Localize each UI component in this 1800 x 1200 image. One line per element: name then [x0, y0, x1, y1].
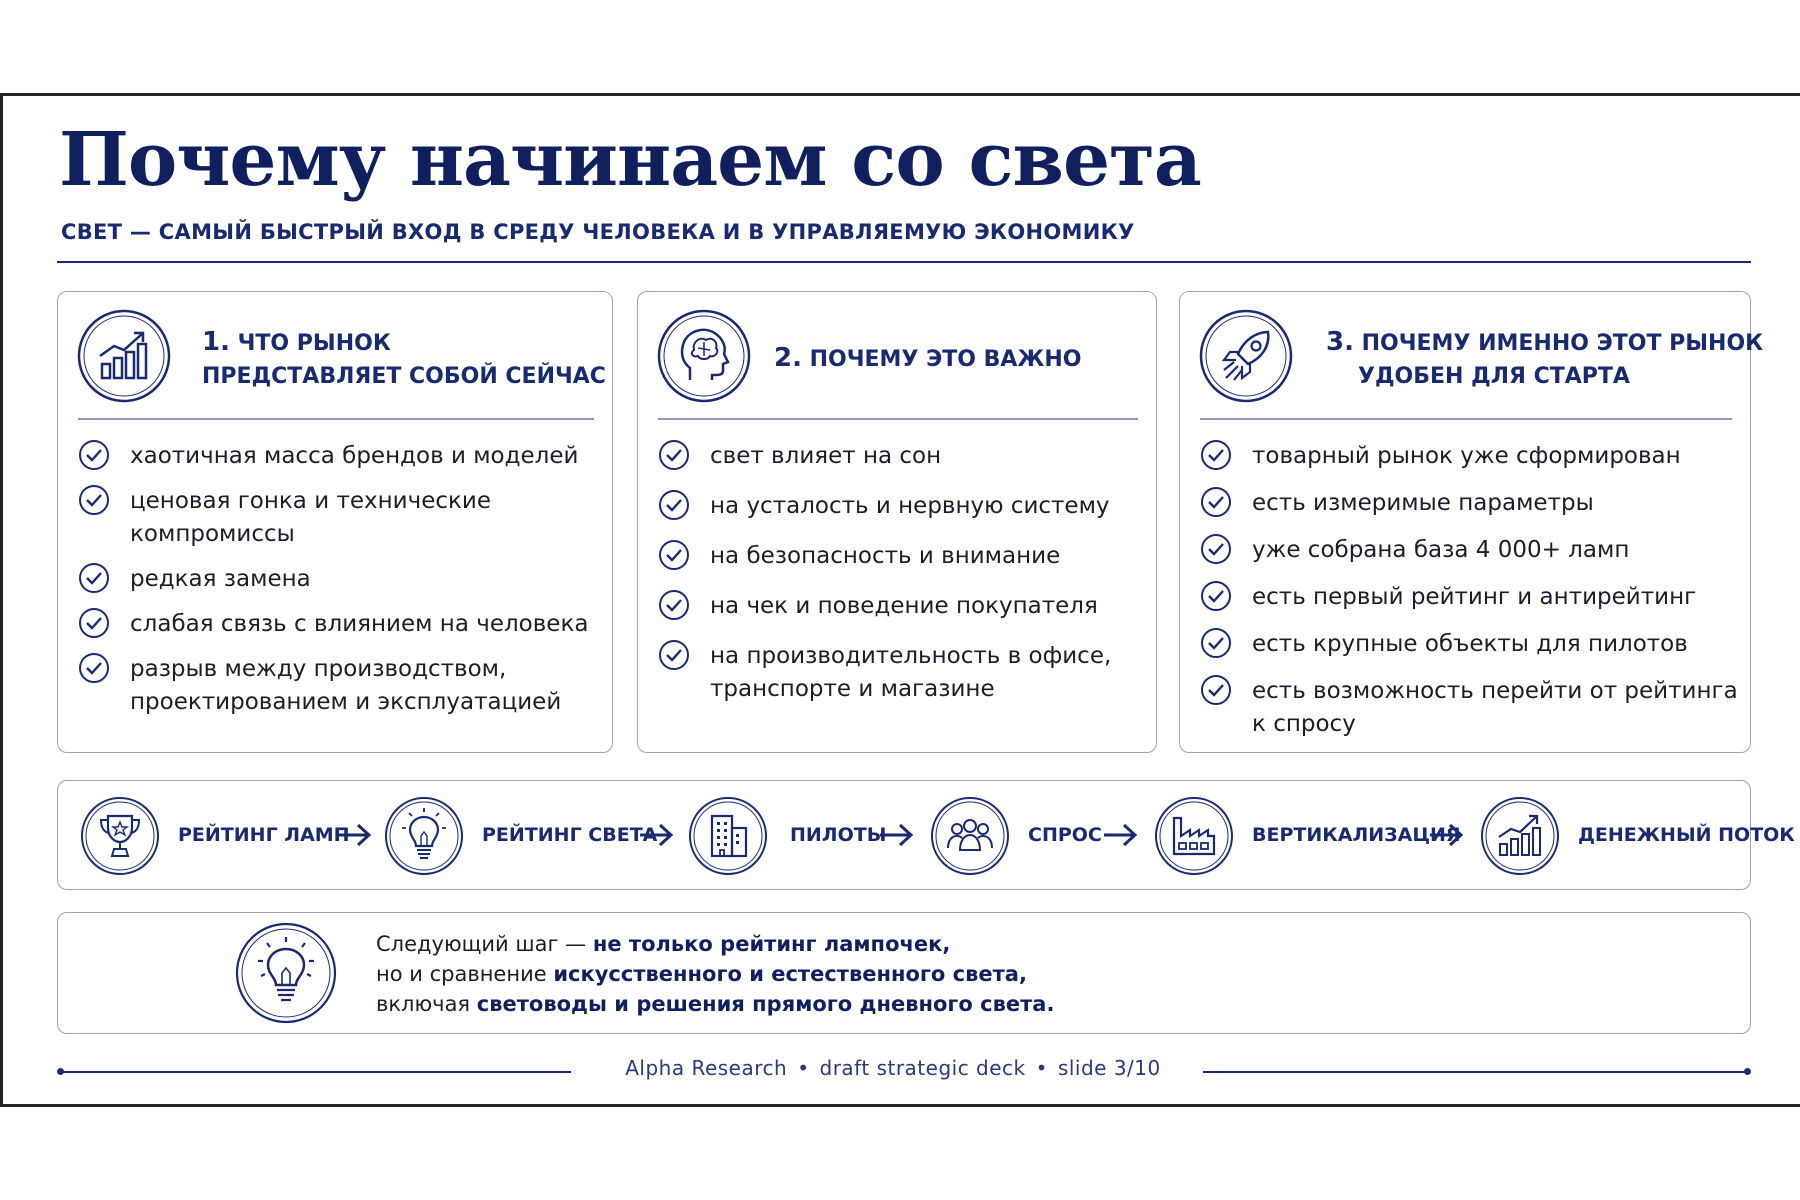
factory-icon: [1154, 796, 1234, 876]
check-circle-icon: [78, 607, 110, 639]
list-item: на безопасность и внимание: [658, 540, 1111, 573]
check-circle-icon: [658, 489, 690, 521]
slide: [0, 93, 1800, 1107]
slide-title: Почему начинаем со света: [59, 117, 1201, 203]
card-list: [78, 440, 588, 731]
card-divider: [1200, 418, 1732, 420]
lightbulb-icon: [234, 921, 338, 1025]
list-item: есть крупные объекты для пилотов: [1200, 628, 1738, 661]
list-item: редкая замена: [78, 563, 588, 596]
list-item: уже собрана база 4 000+ ламп: [1200, 534, 1738, 567]
value-chain-flow: [57, 780, 1795, 890]
flow-step-label: ПИЛОТЫ: [790, 824, 887, 846]
card-title: 1. ЧТО РЫНОК ПРЕДСТАВЛЯЕТ СОБОЙ СЕЙЧАС: [202, 327, 606, 389]
arrow-right-icon: [638, 822, 674, 848]
list-item: есть возможность перейти от рейтинга к спросу: [1200, 675, 1738, 741]
check-circle-icon: [78, 484, 110, 516]
arrow-right-icon: [336, 822, 372, 848]
card-why-important: [637, 291, 1157, 753]
check-circle-icon: [78, 562, 110, 594]
footer: Alpha Research • draft strategic deck • slide 3/10: [625, 1056, 1161, 1080]
next-step-note: [57, 912, 1751, 1034]
list-item: есть измеримые параметры: [1200, 487, 1738, 520]
list-item: на чек и поведение покупателя: [658, 590, 1111, 623]
check-circle-icon: [1200, 533, 1232, 565]
list-item: на производительность в офисе, транспорте и магазине: [658, 640, 1111, 706]
people-icon: [930, 796, 1010, 876]
flow-step-label: ДЕНЕЖНЫЙ ПОТОК: [1578, 824, 1795, 846]
card-list: [658, 440, 1111, 718]
flow-step-label: РЕЙТИНГ ЛАМП: [178, 824, 350, 846]
rocket-icon: [1198, 308, 1294, 404]
flow-step-label: ВЕРТИКАЛИЗАЦИЯ: [1252, 824, 1461, 846]
slide-subtitle: СВЕТ — САМЫЙ БЫСТРЫЙ ВХОД В СРЕДУ ЧЕЛОВЕКА И В УПРАВЛЯЕМУЮ ЭКОНОМИКУ: [61, 220, 1135, 244]
card-divider: [658, 418, 1138, 420]
check-circle-icon: [1200, 486, 1232, 518]
card-title: 2. ПОЧЕМУ ЭТО ВАЖНО: [774, 343, 1082, 373]
footer-doc: draft strategic deck: [819, 1056, 1026, 1080]
trophy-icon: [80, 796, 160, 876]
check-circle-icon: [658, 589, 690, 621]
footer-org: Alpha Research: [625, 1056, 788, 1080]
next-step-text: [376, 929, 1054, 1019]
footer-slide-number: slide 3/10: [1057, 1056, 1161, 1080]
list-item: разрыв между производством, проектированием и эксплуатацией: [78, 653, 588, 719]
check-circle-icon: [658, 539, 690, 571]
arrow-right-icon: [1428, 822, 1464, 848]
list-item: слабая связь с влиянием на человека: [78, 608, 588, 641]
title-divider: [57, 261, 1751, 263]
card-list: [1200, 440, 1738, 753]
footer-rule-left: [61, 1071, 571, 1073]
list-item: есть первый рейтинг и антирейтинг: [1200, 581, 1738, 614]
next-step-line-3: включая световоды и решения прямого дневного света.: [376, 992, 1055, 1016]
list-item: свет влияет на сон: [658, 440, 1111, 473]
list-item: хаотичная масса брендов и моделей: [78, 440, 588, 473]
card-divider: [78, 418, 594, 420]
footer-dot: [1744, 1068, 1751, 1075]
list-item: ценовая гонка и технические компромиссы: [78, 485, 588, 551]
check-circle-icon: [658, 439, 690, 471]
check-circle-icon: [658, 639, 690, 671]
flow-step-label: СПРОС: [1028, 824, 1102, 846]
check-circle-icon: [1200, 580, 1232, 612]
next-step-line-1: Следующий шаг — не только рейтинг лампочек,: [376, 932, 951, 956]
growth-chart-icon: [1480, 796, 1560, 876]
check-circle-icon: [1200, 627, 1232, 659]
list-item: на усталость и нервную систему: [658, 490, 1111, 523]
check-circle-icon: [78, 439, 110, 471]
growth-chart-icon: [76, 308, 172, 404]
head-brain-icon: [656, 308, 752, 404]
arrow-right-icon: [1102, 822, 1138, 848]
flow-step-label: РЕЙТИНГ СВЕТА: [482, 824, 658, 846]
card-title: 3. ПОЧЕМУ ИМЕННО ЭТОТ РЫНОК УДОБЕН ДЛЯ СТАРТА: [1326, 327, 1764, 389]
card-why-this-market: [1179, 291, 1764, 753]
check-circle-icon: [78, 652, 110, 684]
arrow-right-icon: [878, 822, 914, 848]
lightbulb-icon: [384, 796, 464, 876]
building-icon: [688, 796, 768, 876]
footer-rule-right: [1203, 1071, 1747, 1073]
next-step-line-2: но и сравнение искусственного и естественного света,: [376, 962, 1027, 986]
check-circle-icon: [1200, 674, 1232, 706]
list-item: товарный рынок уже сформирован: [1200, 440, 1738, 473]
check-circle-icon: [1200, 439, 1232, 471]
card-market-now: [57, 291, 613, 753]
